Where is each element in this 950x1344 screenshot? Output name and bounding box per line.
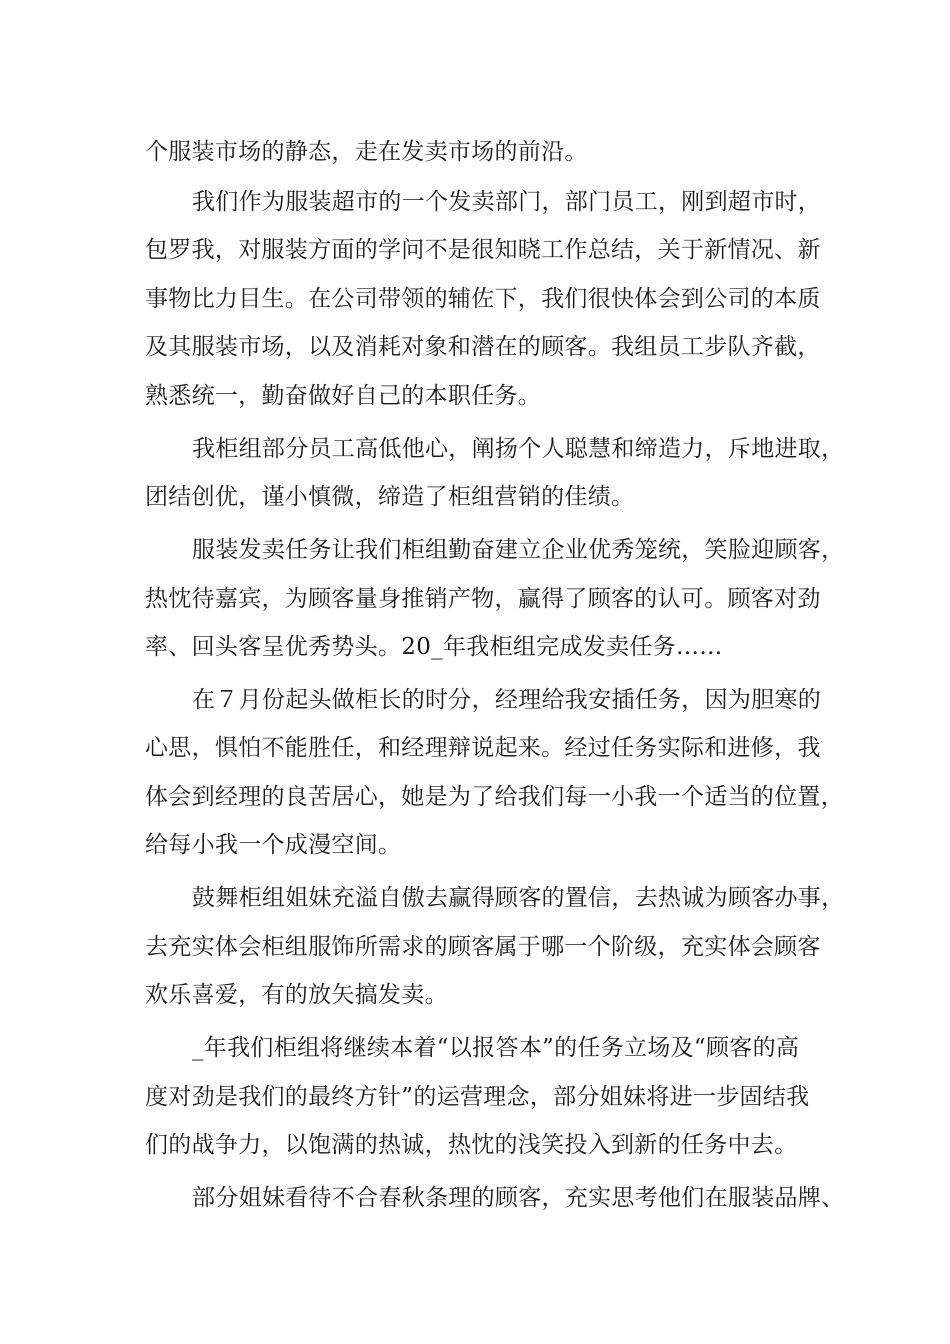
text-line: 欢乐喜爱，有的放矢搞发卖。 bbox=[145, 982, 448, 1008]
text-line: 及其服装市场，以及消耗对象和潜在的顾客。我组员工步队齐截， bbox=[145, 334, 821, 360]
text-line: 度对劲是我们的最终方针”的运营理念，部分姐妹将进一步固结我 bbox=[145, 1084, 810, 1110]
text-line: 去充实体会柜组服饰所需求的顾客属于哪一个阶级，充实体会顾客 bbox=[145, 934, 821, 960]
text-line: 我们作为服装超市的一个发卖部门，部门员工，刚到超市时， bbox=[192, 189, 822, 215]
text-line: 服装发卖任务让我们柜组勤奋建立企业优秀笼统，笑脸迎顾客， bbox=[192, 537, 845, 563]
text-line: 们的战争力，以饱满的热诚，热忱的浅笑投入到新的任务中去。 bbox=[145, 1132, 798, 1158]
text-line: 热忱待嘉宾，为顾客量身推销产物，赢得了顾客的认可。顾客对劲 bbox=[145, 586, 821, 612]
text-line: 率、回头客呈优秀势头。20_年我柜组完成发卖任务…… bbox=[145, 634, 723, 660]
text-line: 个服装市场的静态，走在发卖市场的前沿。 bbox=[145, 139, 588, 165]
text-line: 熟悉统一，勤奋做好自己的本职任务。 bbox=[145, 383, 542, 409]
text-line: 部分姐妹看待不合春秋条理的顾客，充实思考他们在服装品牌、 bbox=[192, 1185, 845, 1211]
text-line: 鼓舞柜组姐妹充溢自傲去赢得顾客的置信，去热诚为顾客办事， bbox=[192, 885, 845, 911]
text-line: 心思，惧怕不能胜任，和经理辩说起来。经过任务实际和进修，我 bbox=[145, 735, 821, 761]
text-line: 团结创优，谨小慎微，缔造了柜组营销的佳绩。 bbox=[145, 484, 635, 510]
text-line: _年我们柜组将继续本着“以报答本”的任务立场及“顾客的高 bbox=[192, 1035, 800, 1061]
text-line: 给每小我一个成漫空间。 bbox=[145, 832, 402, 858]
text-line: 在７月份起头做柜长的时分，经理给我安插任务，因为胆寒的 bbox=[192, 687, 822, 713]
text-line: 包罗我，对服装方面的学问不是很知晓工作总结，关于新情况、新 bbox=[145, 237, 821, 263]
text-line: 体会到经理的良苦居心，她是为了给我们每一小我一个适当的位置， bbox=[145, 784, 844, 810]
text-line: 我柜组部分员工高低他心，阐扬个人聪慧和缔造力，斥地进取， bbox=[192, 436, 845, 462]
text-line: 事物比力目生。在公司带领的辅佐下，我们很快体会到公司的本质 bbox=[145, 286, 821, 312]
